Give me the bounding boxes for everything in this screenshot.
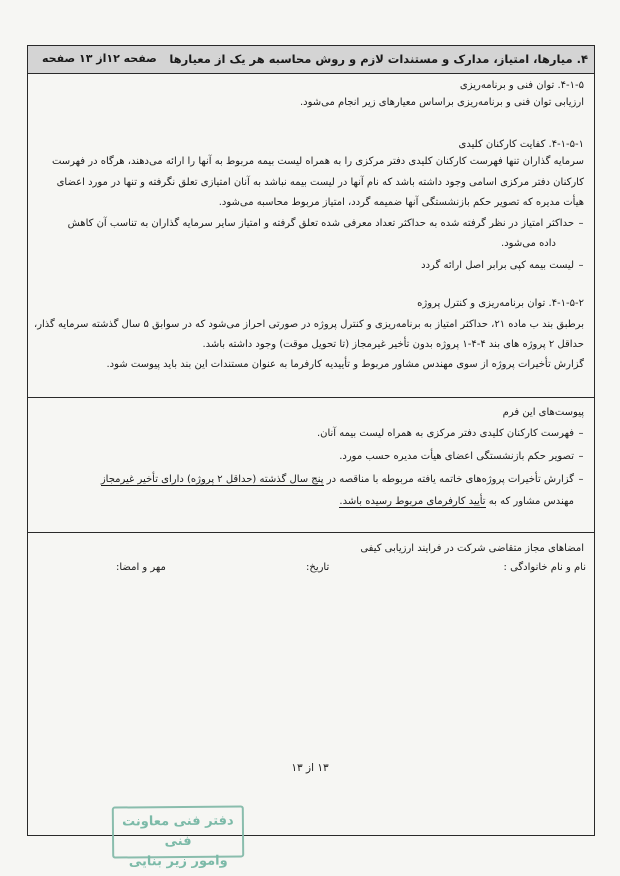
date-label: تاریخ: — [306, 562, 330, 573]
bullet-1-text: حداکثر امتیاز در نظر گرفته شده به حداکثر تعداد معرفی شده تعلق گرفته و امتیاز سایر سرمایه گذاران به تناسب آن کاهش — [67, 218, 574, 229]
header-title: ۴. میارها، امتیاز، مدارک و مستندات لازم و روش محاسبه هر یک از معیارها — [169, 52, 588, 66]
seal-label: مهر و امضا: — [116, 562, 166, 573]
section-divider — [28, 397, 594, 398]
office-stamp — [112, 805, 244, 870]
attachment-1-text: فهرست کارکنان کلیدی دفتر مرکزی به همراه لیست بیمه آنان. — [316, 428, 574, 439]
stamp-line-2: وامور زیر بنایی — [128, 853, 228, 870]
dash-icon: – — [578, 428, 584, 439]
dash-icon: – — [578, 260, 584, 271]
section-3-title: ۴-۱-۵-۲. توان برنامه‌ریزی و کنترل پروژه — [417, 298, 584, 309]
dash-icon: – — [578, 218, 584, 229]
section-3-line-3: گزارش تأخیرات پروژه از سوی مهندس مشاور مربوط و تأییدیه کارفرما به عنوان مستندات این بند باید پیوست شود. — [106, 359, 584, 370]
signature-divider — [28, 532, 594, 533]
attachment-3-cont-a: مهندس مشاور که به — [485, 496, 574, 507]
section-2-line-2: کارکنان دفتر مرکزی اسامی وجود داشته باشد که نام آنها در لیست بیمه نباشد به آنان امتیازی تعلق نگرفته و تنها در مورد اعضای — [56, 177, 584, 188]
section-2-bullet-1-cont: داده می‌شود. — [501, 238, 556, 249]
section-2-title: ۴-۱-۵-۱. کفایت کارکنان کلیدی — [458, 139, 584, 150]
attachment-item-2 — [339, 451, 588, 462]
section-1-title: ۴-۱-۵. توان فنی و برنامه‌ریزی — [459, 80, 584, 91]
page-number: ۱۳ از ۱۳ — [291, 762, 329, 774]
attachment-3-text-b: پنج سال گذشته (حداقل ۲ پروژه) دارای تأخیر غیرمجاز — [100, 474, 324, 485]
section-2-line-1: سرمایه گذاران تنها فهرست کارکنان کلیدی دفتر مرکزی را به همراه لیست بیمه مربوط به آنها را ارائه می‌دهند، هرگاه در فهرست — [51, 156, 584, 167]
name-label: نام و نام خانوادگی : — [503, 562, 586, 573]
section-3-line-1: برطبق بند ب ماده ۲۱، حداکثر امتیاز به برنامه‌ریزی و کنترل پروژه در صورتی احراز می‌شود که در سوابق ۵ سال گذشته سرمایه گذار، — [33, 319, 584, 330]
header-page-ref: صفحه ۱۲از ۱۳ صفحه — [42, 52, 157, 65]
attachment-item-3-cont — [339, 496, 574, 507]
section-2-bullet-1 — [68, 218, 588, 229]
signature-title: امضاهای مجاز متقاضی شرکت در فرایند ارزیابی کیفی — [360, 543, 584, 554]
attachment-2-text: تصویر حکم بازنشستگی اعضای هیأت مدیره حسب مورد. — [339, 451, 574, 462]
bullet-2-text: لیست بیمه کپی برابر اصل ارائه گردد — [421, 260, 574, 271]
section-1-body: ارزیابی توان فنی و برنامه‌ریزی براساس معیارهای زیر انجام می‌شود. — [299, 97, 584, 108]
attachments-title: پیوست‌های این فرم — [502, 407, 584, 418]
section-2-bullet-2 — [421, 260, 588, 271]
dash-icon: – — [578, 474, 584, 485]
document-frame — [27, 45, 595, 836]
attachment-item-1 — [317, 428, 588, 439]
dash-icon: – — [578, 451, 584, 462]
section-2-line-3: هیأت مدیره که تصویر حکم بازنشستگی آنها ضمیمه گردد، امتیاز مربوط محاسبه می‌شود. — [218, 197, 584, 208]
header-bar — [28, 46, 594, 74]
attachment-item-3 — [101, 474, 588, 485]
section-3-line-2: حداقل ۲ پروژه های بند ۴-۴-۱ پروژه بدون تأخیر غیرمجاز (تا تحویل موقت) وجود داشته باشد. — [202, 339, 584, 350]
stamp-line-1: دفتر فنی معاونت فنی — [122, 813, 234, 850]
attachment-3-cont-b: تأیید کارفرمای مربوط رسیده باشد. — [339, 496, 486, 507]
attachment-3-text-a: گزارش تأخیرات پروژه‌های خاتمه یافته مربوطه با مناقصه در — [323, 474, 574, 485]
